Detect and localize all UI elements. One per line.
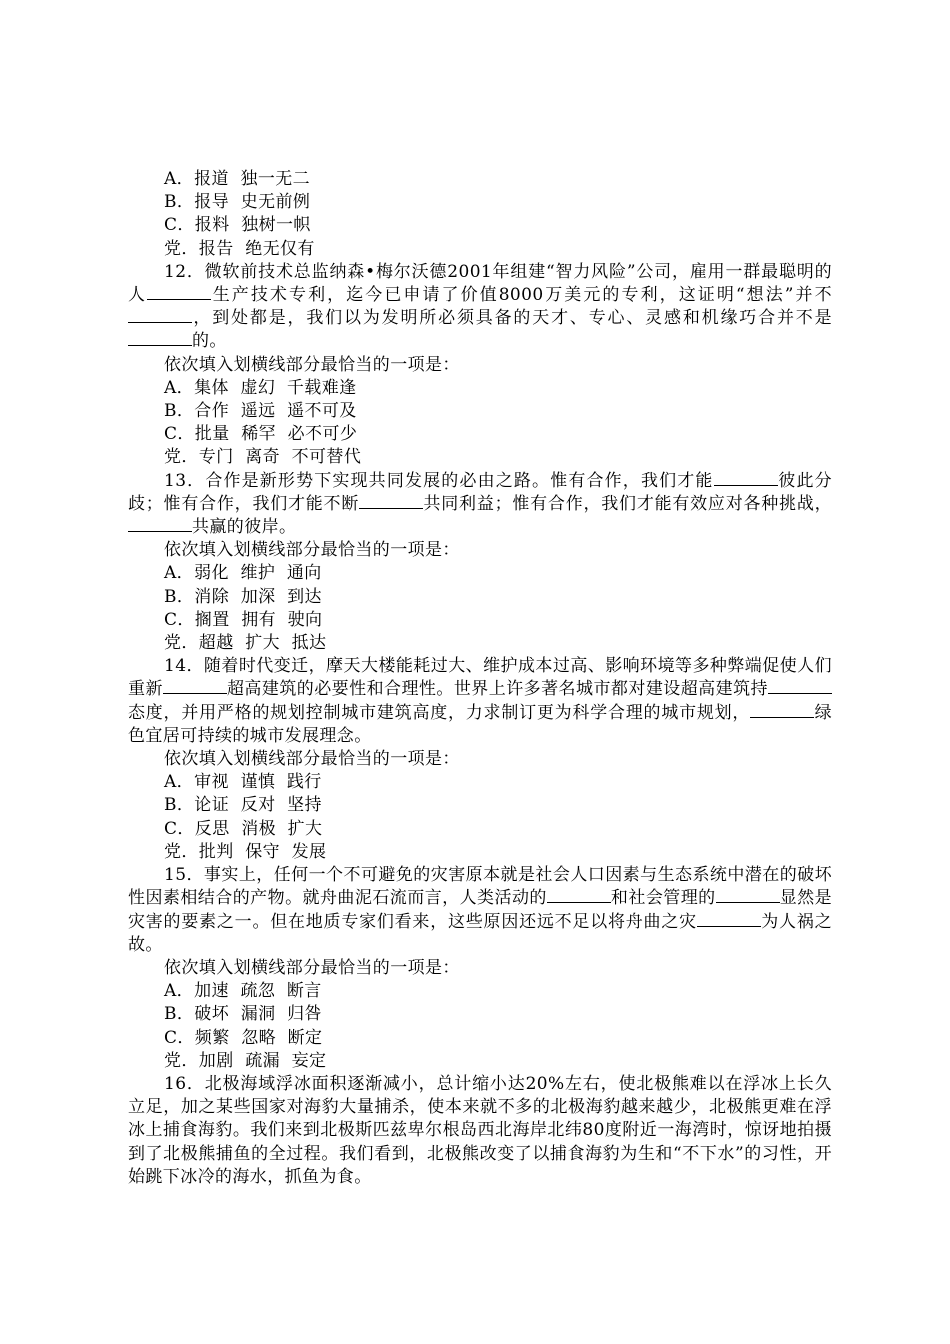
- q13-stem-part: 彼此分歧；惟有合作，我们才能不断: [128, 470, 832, 514]
- q13-option-c: C．搁置 拥有 驶向: [164, 609, 323, 630]
- q13-stem-part: 共同利益；惟有合作，我们才能有效应对各种挑战，: [423, 493, 832, 514]
- q12-option-b: B．合作 遥远 遥不可及: [164, 401, 357, 422]
- q12-option-c: C．批量 稀罕 必不可少: [164, 424, 358, 445]
- q14-stem: [128, 655, 832, 748]
- fill-blank: [128, 517, 192, 532]
- q13-stem-part: 13．合作是新形势下实现共同发展的必由之路。惟有合作，我们才能: [164, 470, 714, 491]
- fill-blank: [547, 888, 611, 903]
- q14-option-a: A．审视 谨慎 践行: [164, 772, 322, 793]
- q15-stem-part: 和社会管理的: [610, 888, 716, 909]
- fill-blank: [359, 494, 423, 509]
- fill-blank: [163, 679, 227, 694]
- fill-blank: [768, 679, 832, 694]
- q15-stem: [128, 864, 832, 957]
- q15-stem-part: 为人祸之故。: [128, 911, 832, 955]
- q12-stem-part: ，到处都是，我们以为发明所必须具备的天才、专心、灵感和机缘巧合并不是: [192, 308, 832, 329]
- q12-stem-part: 的。: [192, 331, 227, 352]
- q11-option-b: B．报导 史无前例: [164, 192, 311, 213]
- q15-option-a: A．加速 疏忽 断言: [164, 981, 322, 1002]
- q14-option-d: 党．批判 保守 发展: [164, 841, 327, 862]
- q14-stem-part: 超高建筑的必要性和合理性。世界上许多著名城市都对建设超高建筑持: [226, 679, 768, 700]
- q13-prompt: 依次填入划横线部分最恰当的一项是：: [164, 540, 460, 561]
- q12-stem: [128, 261, 832, 354]
- q11-option-a: A．报道 独一无二: [164, 169, 311, 189]
- fill-blank: [128, 331, 192, 346]
- fill-blank: [147, 285, 211, 300]
- fill-blank: [128, 308, 192, 323]
- q14-stem-part: 14．随着时代变迁，摩天大楼能耗过大、维护成本过高、影响环境等多种弊端促使人们重新: [128, 656, 832, 700]
- q15-option-c: C．频繁 忽略 断定: [164, 1027, 323, 1048]
- q14-option-b: B．论证 反对 坚持: [164, 795, 322, 816]
- q13-stem: [128, 470, 832, 540]
- q16-stem: 16．北极海域浮冰面积逐渐减小，总计缩小达20%左右，使北极熊难以在浮冰上长久立足，加之某些国家对海豹大量捕杀，使本来就不多的北极海豹越来越少，北极熊更难在浮冰上捕食海豹。我们来到北极斯匹兹卑尔根岛西北海岸北纬80度附近一海湾时，惊讶地拍摄到了北极熊捕鱼的全过程。我们看到，北极熊改变了以捕食海豹为生和“不下水”的习性，开始跳下冰冷的海水，抓鱼为食。: [128, 1073, 832, 1187]
- q15-option-b: B．破坏 漏洞 归咎: [164, 1004, 322, 1025]
- document-page: [128, 168, 832, 1189]
- q15-stem-part: 显然是灾害的要素之一。但在地质专家们看来，这些原因还远不足以将舟曲之灾: [128, 888, 832, 932]
- q13-option-d: 党．超越 扩大 抵达: [164, 633, 327, 654]
- q12-option-d: 党．专门 离奇 不可替代: [164, 447, 362, 468]
- fill-blank: [714, 471, 778, 486]
- q15-stem-part: 15．事实上，任何一个不可避免的灾害原本就是社会人口因素与生态系统中潜在的破坏性因素相结合的产物。就舟曲泥石流而言，人类活动的: [128, 865, 832, 909]
- q15-option-d: 党．加剧 疏漏 妄定: [164, 1050, 327, 1071]
- q13-stem-part: 共赢的彼岸。: [192, 517, 297, 538]
- q15-prompt: 依次填入划横线部分最恰当的一项是：: [164, 957, 460, 978]
- fill-blank: [750, 703, 814, 718]
- q14-stem-part: 态度，并用严格的规划控制城市建筑高度，力求制订更为科学合理的城市规划，: [128, 702, 751, 723]
- q14-option-c: C．反思 消极 扩大: [164, 818, 323, 839]
- q11-option-c: C．报料 独树一帜: [164, 215, 311, 236]
- q13-option-a: A．弱化 维护 通向: [164, 563, 322, 584]
- q14-prompt: 依次填入划横线部分最恰当的一项是：: [164, 749, 460, 770]
- fill-blank: [697, 912, 761, 927]
- q12-stem-part: 生产技术专利，迄今已申请了价值8000万美元的专利，这证明“想法”并不: [211, 285, 832, 306]
- q12-prompt: 依次填入划横线部分最恰当的一项是：: [164, 354, 460, 375]
- q12-stem-part: 12．微软前技术总监纳森•梅尔沃德2001年组建“智力风险”公司，雇用一群最聪明的人: [128, 261, 832, 306]
- q13-option-b: B．消除 加深 到达: [164, 586, 322, 607]
- q14-stem-part: 绿色宜居可持续的城市发展理念。: [128, 702, 832, 746]
- q11-option-d: 党．报告 绝无仅有: [164, 238, 315, 259]
- q12-option-a: A．集体 虚幻 千载难逢: [164, 377, 357, 398]
- fill-blank: [716, 888, 780, 903]
